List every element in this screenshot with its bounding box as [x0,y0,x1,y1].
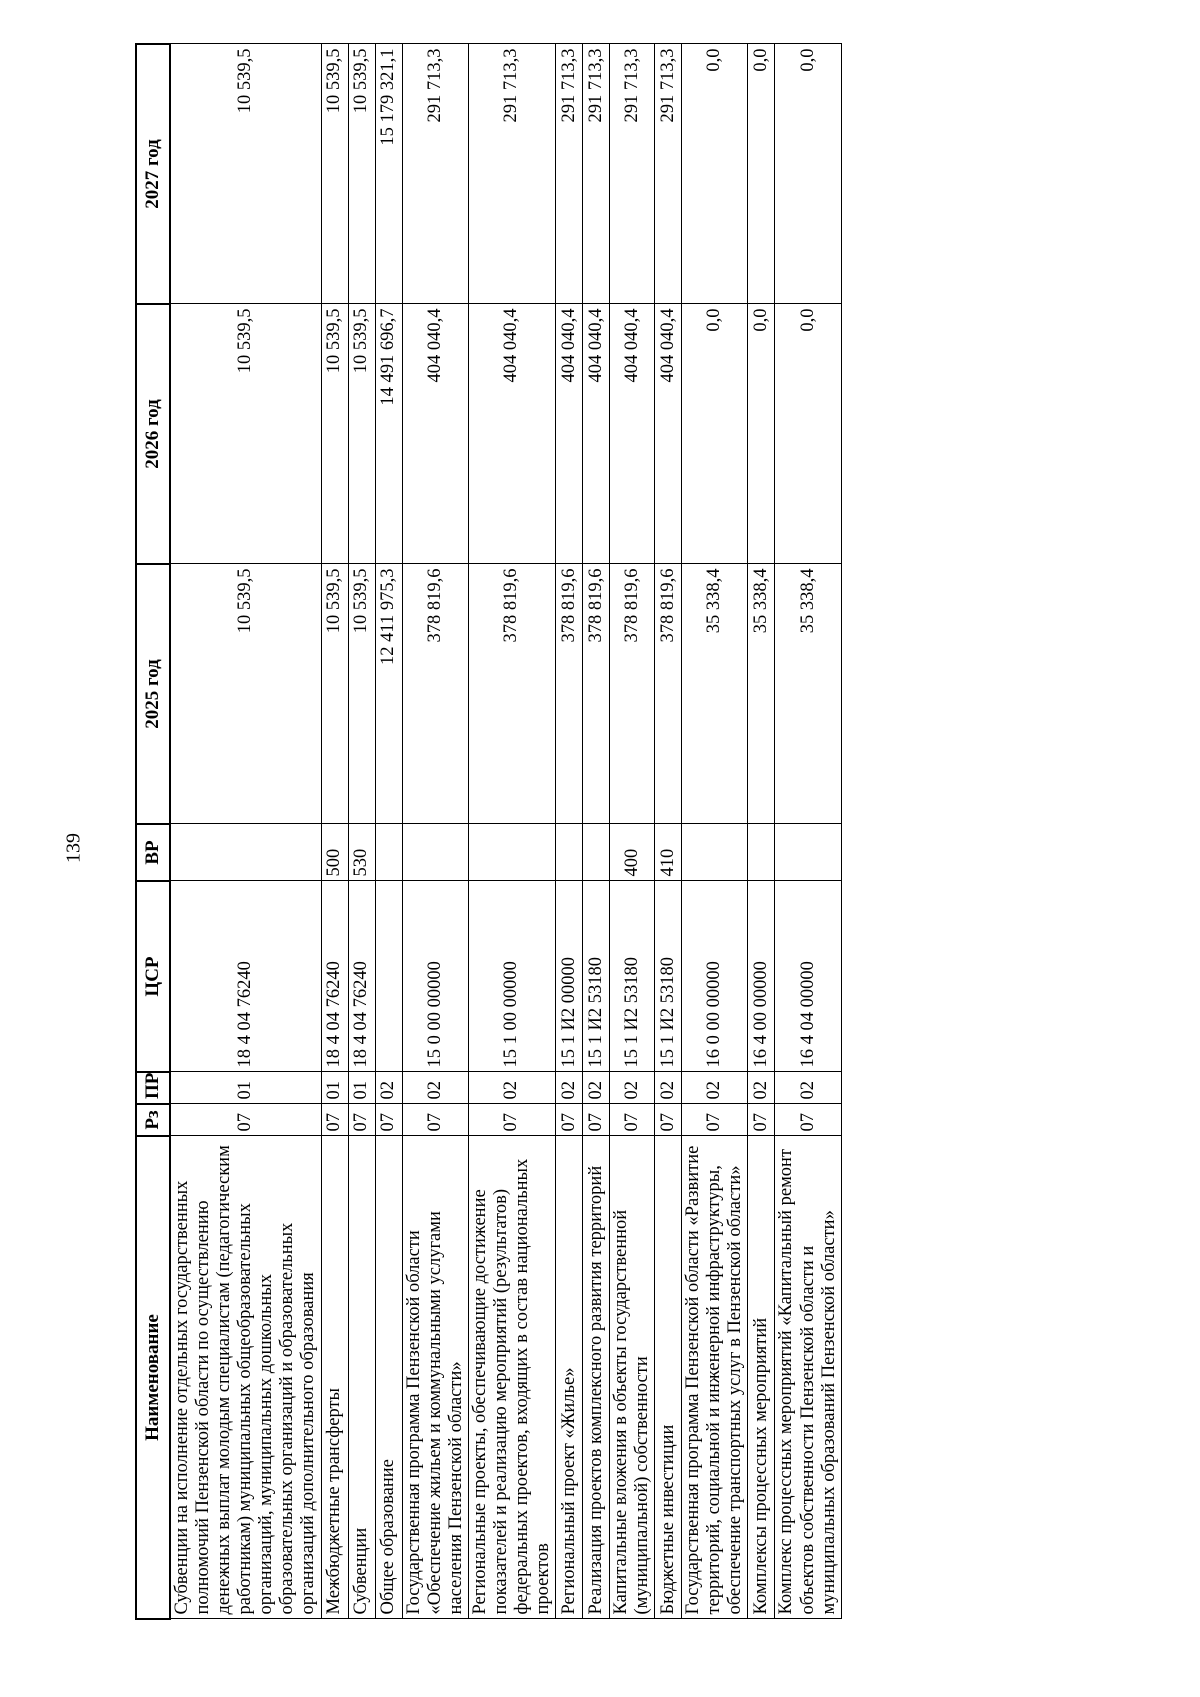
row-pr: 02 [610,1072,655,1104]
page-number: 139 [62,833,85,863]
row-name: Региональный проект «Жилье» [556,1136,583,1619]
row-2026: 10 539,5 [170,304,321,564]
row-name: Общее образование [375,1136,402,1619]
row-2025: 10 539,5 [348,564,375,824]
table-row [556,44,583,1619]
row-name: Комплекс процессных мероприятий «Капитальный ремонт объектов собственности Пензенской области и муниципальных образований Пензенской области» [775,1136,841,1619]
table-row [682,44,748,1619]
row-2025: 378 819,6 [402,564,468,824]
row-2027: 291 713,3 [468,44,555,304]
row-2027: 291 713,3 [610,44,655,304]
row-2026: 404 040,4 [583,304,610,564]
row-2025: 35 338,4 [748,564,775,824]
row-vr [375,824,402,881]
table-header-row [136,44,170,1619]
row-rz: 07 [556,1104,583,1136]
header-2027: 2027 год [136,44,170,304]
row-csr: 18 4 04 76240 [321,881,348,1072]
row-vr [170,824,321,881]
row-pr: 02 [682,1072,748,1104]
row-2026: 10 539,5 [348,304,375,564]
row-vr: 530 [348,824,375,881]
header-pr: ПР [136,1072,170,1104]
table-row [748,44,775,1619]
row-csr: 15 1 И2 00000 [556,881,583,1072]
row-2025: 35 338,4 [775,564,841,824]
row-rz: 07 [610,1104,655,1136]
row-pr: 02 [402,1072,468,1104]
row-rz: 07 [583,1104,610,1136]
row-2026: 14 491 696,7 [375,304,402,564]
row-csr: 18 4 04 76240 [170,881,321,1072]
row-pr: 02 [375,1072,402,1104]
row-rz: 07 [321,1104,348,1136]
row-csr: 15 0 00 00000 [402,881,468,1072]
row-2026: 0,0 [748,304,775,564]
table-row [170,44,321,1619]
row-2025: 378 819,6 [468,564,555,824]
row-csr: 16 4 00 00000 [748,881,775,1072]
row-2026: 404 040,4 [610,304,655,564]
row-csr: 15 1 И2 53180 [610,881,655,1072]
row-vr [748,824,775,881]
row-name: Государственная программа Пензенской области «Обеспечение жильем и коммунальными услугами населения Пензенской области» [402,1136,468,1619]
row-2027: 10 539,5 [348,44,375,304]
row-vr [682,824,748,881]
row-csr: 15 1 00 00000 [468,881,555,1072]
row-2025: 378 819,6 [610,564,655,824]
row-rz: 07 [170,1104,321,1136]
row-2026: 404 040,4 [402,304,468,564]
row-rz: 07 [775,1104,841,1136]
row-csr: 15 1 И2 53180 [655,881,682,1072]
row-2025: 10 539,5 [170,564,321,824]
row-2027: 291 713,3 [655,44,682,304]
header-vr: ВР [136,824,170,881]
row-2025: 378 819,6 [655,564,682,824]
row-pr: 02 [775,1072,841,1104]
row-2025: 35 338,4 [682,564,748,824]
row-2027: 291 713,3 [583,44,610,304]
row-2027: 0,0 [775,44,841,304]
row-vr [775,824,841,881]
table-row [583,44,610,1619]
row-pr: 02 [468,1072,555,1104]
row-2025: 378 819,6 [583,564,610,824]
row-2025: 378 819,6 [556,564,583,824]
row-2027: 10 539,5 [170,44,321,304]
row-pr: 02 [583,1072,610,1104]
row-csr: 18 4 04 76240 [348,881,375,1072]
row-csr: 16 0 00 00000 [682,881,748,1072]
row-name: Субвенции на исполнение отдельных государственных полномочий Пензенской области по осуществлению денежных выплат молодым специалистам (педагогическим работникам) муниципальных общеобразовательных организаций, муниципальных дошкольных образовательных организаций и образовательных организаций дополнительного образования [170,1136,321,1619]
row-rz: 07 [748,1104,775,1136]
row-2027: 15 179 321,1 [375,44,402,304]
row-pr: 01 [170,1072,321,1104]
row-vr [556,824,583,881]
header-2025: 2025 год [136,564,170,824]
row-name: Государственная программа Пензенской области «Развитие территорий, социальной и инженерной инфраструктуры, обеспечение транспортных услуг в Пензенской области» [682,1136,748,1619]
row-pr: 01 [348,1072,375,1104]
table-row [321,44,348,1619]
row-rz: 07 [655,1104,682,1136]
row-2026: 404 040,4 [556,304,583,564]
row-2027: 0,0 [682,44,748,304]
row-pr: 02 [556,1072,583,1104]
row-2026: 404 040,4 [468,304,555,564]
table-row [375,44,402,1619]
row-rz: 07 [375,1104,402,1136]
table-row [402,44,468,1619]
row-csr [375,881,402,1072]
header-csr: ЦСР [136,881,170,1072]
row-2026: 0,0 [775,304,841,564]
row-2026: 404 040,4 [655,304,682,564]
row-2025: 12 411 975,3 [375,564,402,824]
budget-table-rotated-container [135,45,1020,1620]
row-rz: 07 [348,1104,375,1136]
row-2027: 291 713,3 [556,44,583,304]
table-row [775,44,841,1619]
row-2027: 10 539,5 [321,44,348,304]
row-vr: 410 [655,824,682,881]
row-name: Межбюджетные трансферты [321,1136,348,1619]
row-csr: 15 1 И2 53180 [583,881,610,1072]
row-vr: 500 [321,824,348,881]
table-row [348,44,375,1619]
row-vr [402,824,468,881]
budget-table [135,43,842,1620]
row-rz: 07 [682,1104,748,1136]
row-vr [468,824,555,881]
row-name: Комплексы процессных мероприятий [748,1136,775,1619]
header-rz: Рз [136,1104,170,1136]
row-vr: 400 [610,824,655,881]
header-name: Наименование [136,1136,170,1619]
row-rz: 07 [468,1104,555,1136]
header-2026: 2026 год [136,304,170,564]
row-pr: 02 [655,1072,682,1104]
table-row [610,44,655,1619]
table-row [655,44,682,1619]
row-name: Субвенции [348,1136,375,1619]
row-pr: 01 [321,1072,348,1104]
row-name: Капитальные вложения в объекты государственной (муниципальной) собственности [610,1136,655,1619]
row-name: Бюджетные инвестиции [655,1136,682,1619]
table-row [468,44,555,1619]
row-csr: 16 4 04 00000 [775,881,841,1072]
row-2026: 10 539,5 [321,304,348,564]
row-name: Региональные проекты, обеспечивающие достижение показателей и реализацию мероприятий (результатов) федеральных проектов, входящих в состав национальных проектов [468,1136,555,1619]
row-2026: 0,0 [682,304,748,564]
row-2027: 291 713,3 [402,44,468,304]
row-name: Реализация проектов комплексного развития территорий [583,1136,610,1619]
row-rz: 07 [402,1104,468,1136]
row-2025: 10 539,5 [321,564,348,824]
row-2027: 0,0 [748,44,775,304]
row-pr: 02 [748,1072,775,1104]
row-vr [583,824,610,881]
